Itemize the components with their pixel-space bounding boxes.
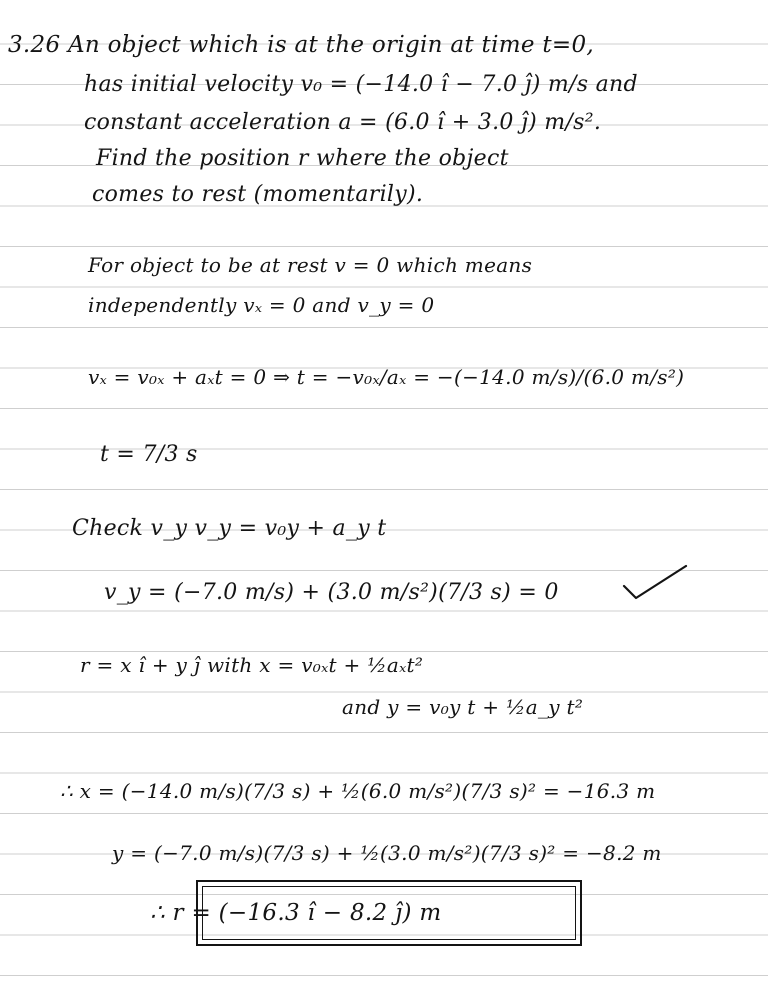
- problem-line-5: comes to rest (momentarily).: [92, 182, 424, 207]
- solution-line-3: vₓ = v₀ₓ + aₓt = 0 ⇒ t = −v₀ₓ/aₓ = −(−14.0 m/s)/(6.0 m/s²): [88, 365, 685, 389]
- solution-line-1: For object to be at rest v = 0 which means: [88, 253, 533, 277]
- solution-line-8: and y = v₀y t + ½a_y t²: [342, 695, 584, 719]
- problem-line-3: constant acceleration a = (6.0 î + 3.0 ĵ) m/s².: [84, 110, 602, 135]
- solution-line-5: Check v_y v_y = v₀y + a_y t: [72, 516, 387, 541]
- solution-line-6: v_y = (−7.0 m/s) + (3.0 m/s²)(7/3 s) = 0: [104, 580, 559, 605]
- problem-line-2: has initial velocity v₀ = (−14.0 î − 7.0 ĵ) m/s and: [84, 72, 638, 97]
- solution-line-9: ∴ x = (−14.0 m/s)(7/3 s) + ½(6.0 m/s²)(7/3 s)² = −16.3 m: [60, 779, 656, 803]
- solution-line-7: r = x î + y ĵ with x = v₀ₓt + ½aₓt²: [80, 653, 424, 677]
- solution-line-10: y = (−7.0 m/s)(7/3 s) + ½(3.0 m/s²)(7/3 s)² = −8.2 m: [112, 841, 662, 865]
- problem-line-4: Find the position r where the object: [96, 146, 509, 171]
- problem-line-1: 3.26 An object which is at the origin at time t=0,: [8, 32, 595, 58]
- final-answer: ∴ r = (−16.3 î − 8.2 ĵ) m: [150, 900, 442, 926]
- checkmark-icon: [620, 562, 690, 602]
- solution-line-4: t = 7/3 s: [100, 442, 198, 467]
- solution-line-2: independently vₓ = 0 and v_y = 0: [88, 293, 435, 317]
